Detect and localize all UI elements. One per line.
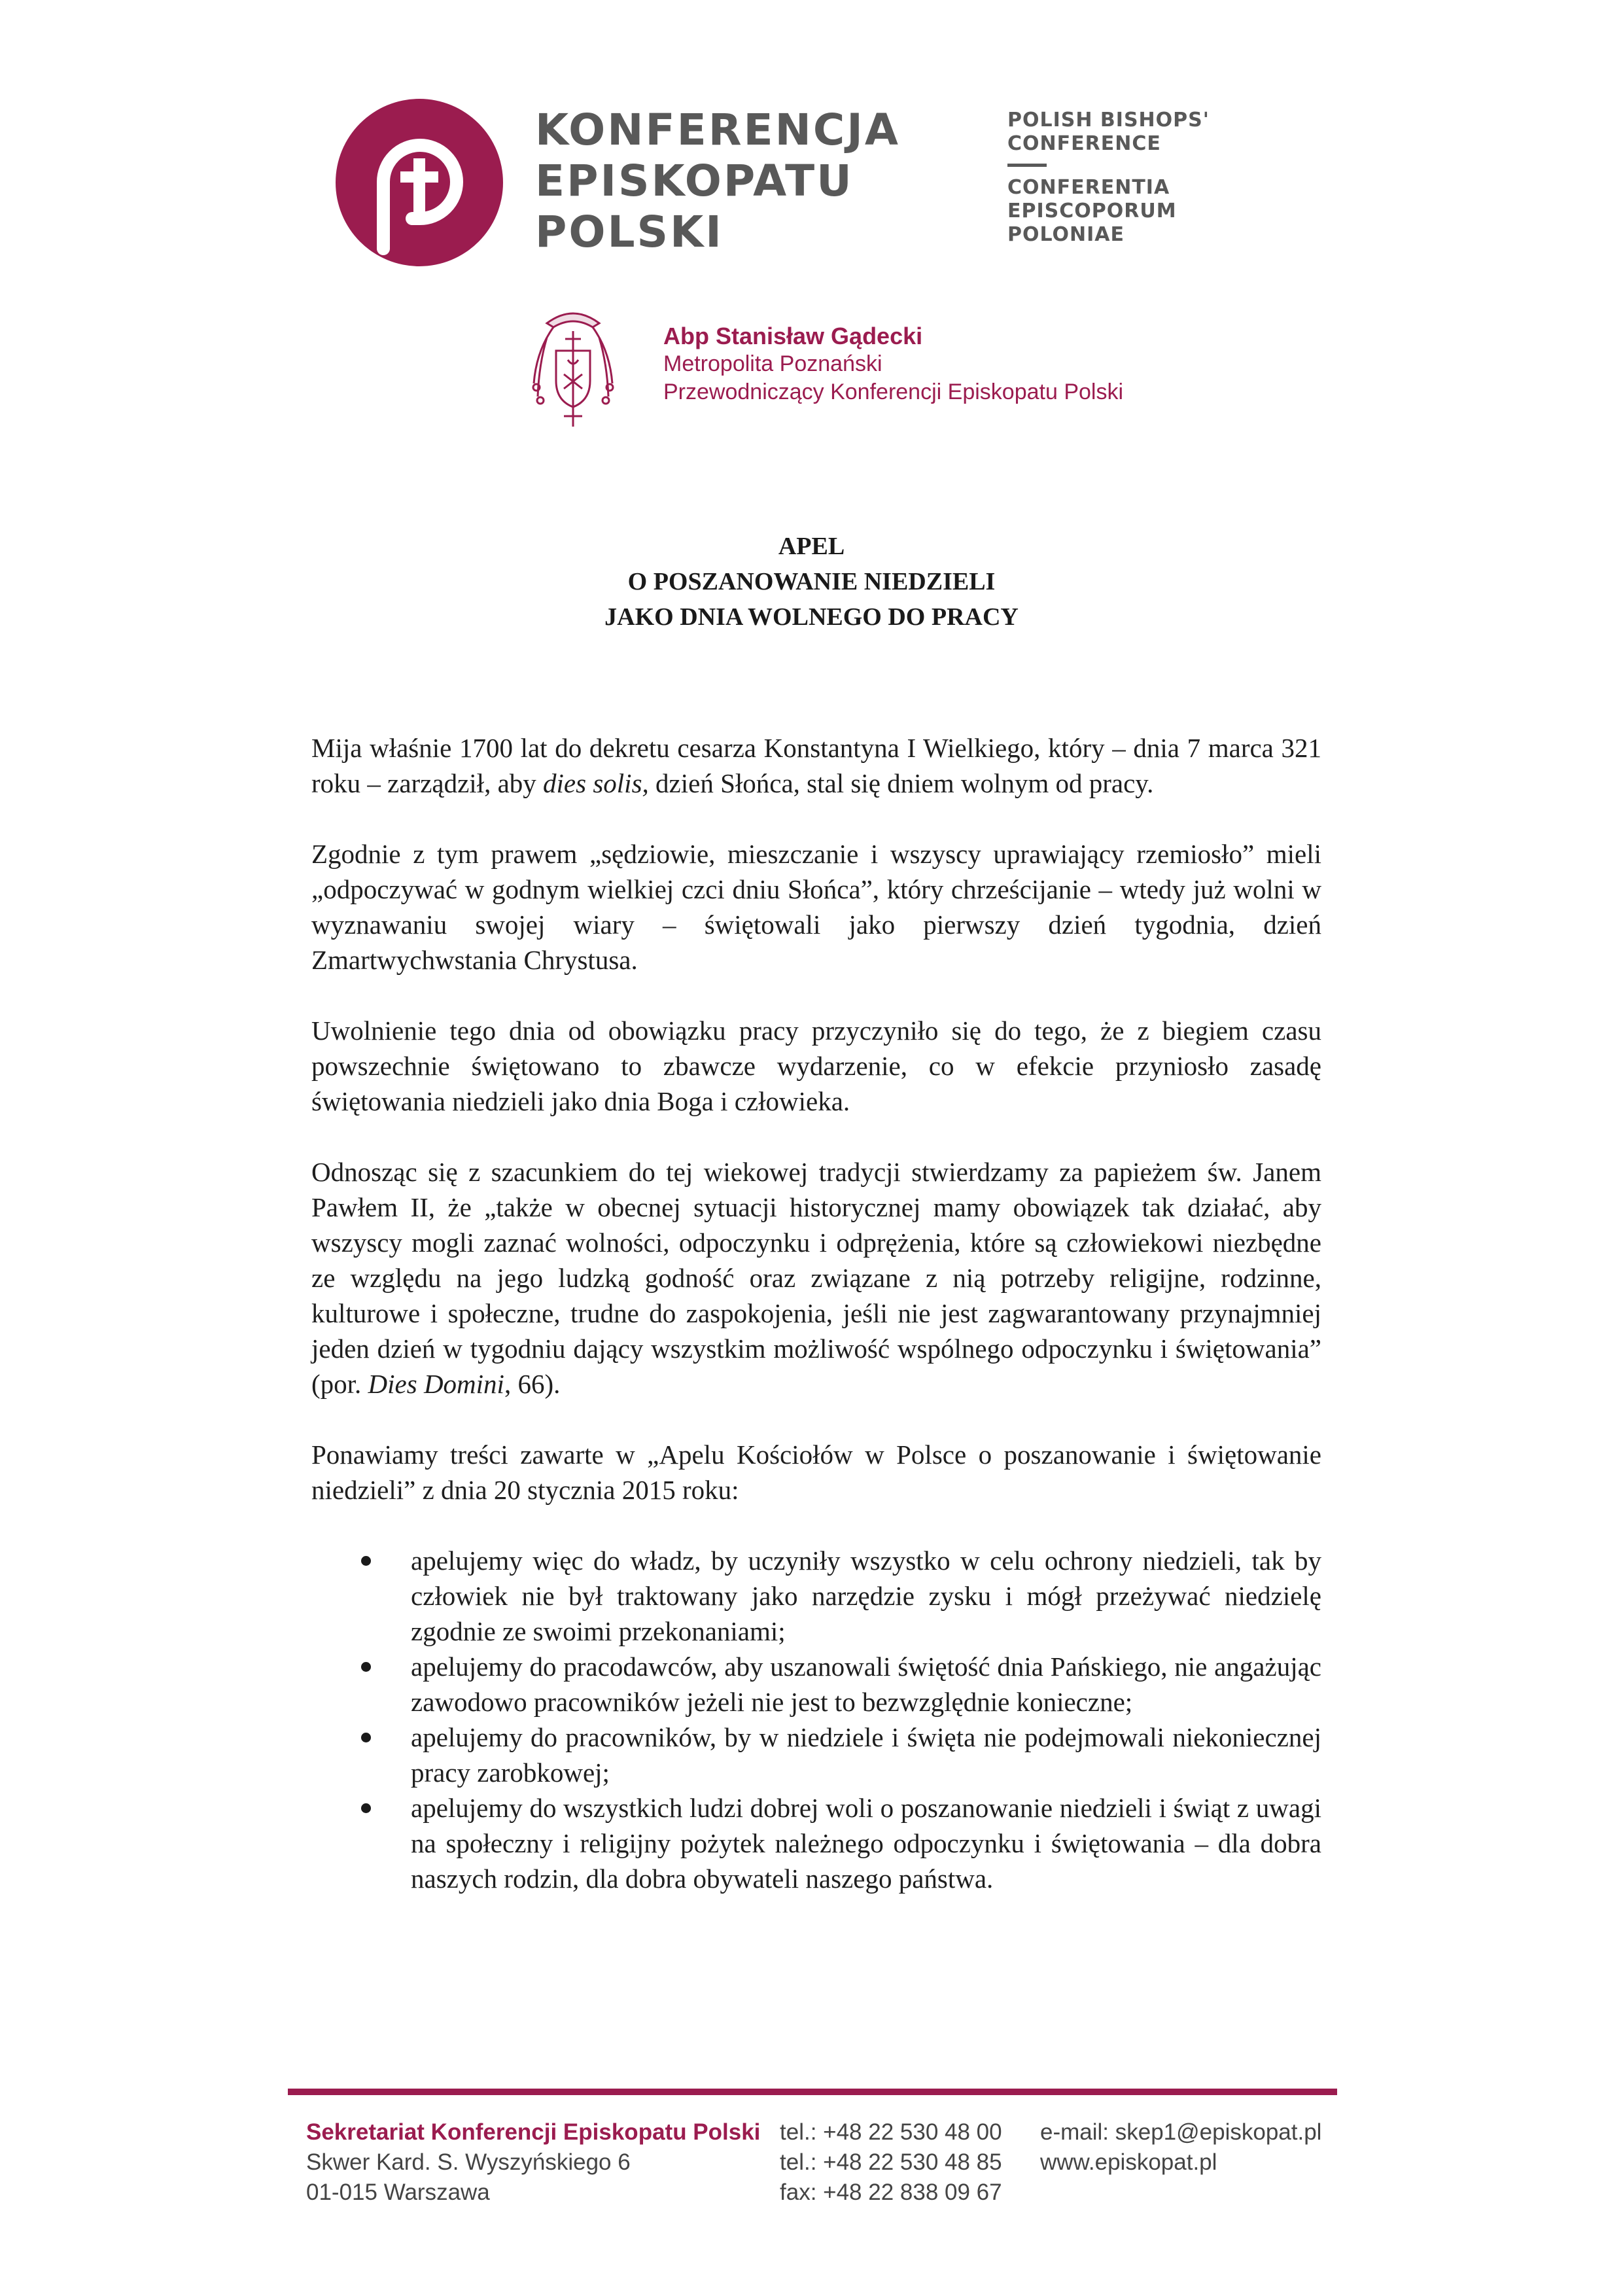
conference-emblem-icon — [335, 98, 504, 267]
footer-city: 01-015 Warszawa — [306, 2180, 490, 2205]
list-item — [311, 1790, 1321, 1896]
logo-la-line-3: POLONIAE — [1007, 223, 1125, 246]
coat-of-arms-icon — [527, 305, 619, 429]
bullet-icon — [361, 1556, 371, 1566]
footer-website[interactable]: www.episkopat.pl — [1040, 2149, 1217, 2175]
document-body — [311, 730, 1321, 1896]
footer-phones — [780, 2117, 1002, 2208]
footer-divider — [288, 2089, 1337, 2095]
paragraph-4 — [311, 1154, 1321, 1402]
paragraph-4-emphasis: Dies Domini — [368, 1369, 504, 1399]
footer-address — [306, 2117, 760, 2208]
title-line-3: JAKO DNIA WOLNEGO DO PRACY — [604, 603, 1019, 631]
list-item — [311, 1720, 1321, 1790]
paragraph-1 — [311, 730, 1321, 801]
logo-line-3: POLSKI — [535, 207, 724, 257]
paragraph-4-text-b: , 66). — [504, 1369, 561, 1399]
appeal-text: apelujemy do wszystkich ludzi dobrej woli o poszanowanie niedzieli i świąt z uwagi na społeczny i religijny pożytek należnego odpoczynku i świętowania – dla dobra naszych rodzin, dla dobra obywateli naszego państwa. — [411, 1793, 1321, 1894]
footer-tel-2: tel.: +48 22 530 48 85 — [780, 2149, 1002, 2175]
logo-divider — [1007, 164, 1047, 167]
bishop-details — [663, 322, 1123, 406]
logo-line-1: KONFERENCJA — [535, 105, 900, 155]
bullet-icon — [361, 1662, 371, 1672]
bishop-letterhead — [527, 305, 1247, 429]
bishop-name: Abp Stanisław Gądecki — [663, 323, 923, 349]
logo-la-line-2: EPISCOPORUM — [1007, 200, 1177, 222]
footer-org: Sekretariat Konferencji Episkopatu Polski — [306, 2119, 761, 2145]
list-item — [311, 1649, 1321, 1720]
footer-tel-1: tel.: +48 22 530 48 00 — [780, 2119, 1002, 2145]
logo-line-2: EPISKOPATU — [535, 156, 854, 206]
footer-email[interactable]: e-mail: skep1@episkopat.pl — [1040, 2119, 1322, 2145]
paragraph-4-text-a: Odnosząc się z szacunkiem do tej wiekowej tradycji stwierdzamy za papieżem św. Janem Pawłem II, że „także w obecnej sytuacji historycznej mamy obowiązek tak działać, aby wszyscy mogli zaznać wolności, odpoczynku i odprężenia, które są człowiekowi niezbędne ze względu na jego ludzką godność oraz związane z nią potrzeby religijne, rodzinne, kulturowe i społeczne, trudne do zaspokojenia, jeśli nie jest zagwarantowany przynajmniej jeden dzień w tygodniu dający wszystkim możliwość wspólnego odpoczynku i świętowania” (por. — [311, 1157, 1321, 1399]
title-line-2: O POSZANOWANIE NIEDZIELI — [627, 568, 996, 595]
paragraph-1-emphasis: dies solis, — [543, 768, 649, 798]
logo-la-line-1: CONFERENTIA — [1007, 176, 1170, 199]
paragraph-5: Ponawiamy treści zawarte w „Apelu Kościołów w Polsce o poszanowanie i świętowanie niedzieli” z dnia 20 stycznia 2015 roku: — [311, 1439, 1321, 1505]
paragraph-1-text-a: Mija właśnie 1700 lat do dekretu cesarza Konstantyna I Wielkiego, który – dnia 7 marca 321 roku – zarządził, aby — [311, 733, 1321, 798]
appeal-text: apelujemy do pracowników, by w niedziele i święta nie podejmowali niekoniecznej pracy zarobkowej; — [411, 1722, 1321, 1788]
logo-en-line-1: POLISH BISHOPS' — [1007, 109, 1210, 132]
footer-contact — [1040, 2117, 1321, 2178]
logo-translations — [1007, 109, 1243, 247]
bullet-icon — [361, 1733, 371, 1742]
appeal-text: apelujemy do pracodawców, aby uszanowali świętość dnia Pańskiego, nie angażując zawodowo pracowników jeżeli nie jest to bezwzględnie konieczne; — [411, 1651, 1321, 1717]
conference-logo — [335, 98, 1238, 268]
footer-fax: fax: +48 22 838 09 67 — [780, 2180, 1002, 2205]
logo-en-line-2: CONFERENCE — [1007, 132, 1161, 155]
appeals-list — [311, 1543, 1321, 1896]
bishop-role-metropolitan: Metropolita Poznański — [663, 351, 882, 376]
paragraph-2: Zgodnie z tym prawem „sędziowie, mieszczanie i wszyscy uprawiający rzemiosło” mieli „odpoczywać w godnym wielkiej czci dniu Słońca”, który chrześcijanie – wtedy już wolni w wyznawaniu swojej wiary – świętowali jako pierwszy dzień tygodnia, dzień Zmartwychwstania Chrystusa. — [311, 839, 1321, 975]
document-title — [0, 529, 1623, 635]
paragraph-3: Uwolnienie tego dnia od obowiązku pracy przyczyniło się do tego, że z biegiem czasu powszechnie świętowano to zbawcze wydarzenie, co w efekcie przyniosło zasadę świętowania niedzieli jako dnia Boga i człowieka. — [311, 1016, 1321, 1116]
title-line-1: APEL — [778, 533, 845, 560]
appeal-text: apelujemy więc do władz, by uczyniły wszystko w celu ochrony niedzieli, tak by człowiek nie był traktowany jako narzędzie zysku i mógł przeżywać niedzielę zgodnie ze swoimi przekonaniami; — [411, 1545, 1321, 1646]
footer-street: Skwer Kard. S. Wyszyńskiego 6 — [306, 2149, 631, 2175]
list-item — [311, 1543, 1321, 1649]
bishop-role-chairman: Przewodniczący Konferencji Episkopatu Polski — [663, 380, 1124, 404]
logo-wordmark — [535, 105, 993, 258]
bullet-icon — [361, 1803, 371, 1813]
paragraph-1-text-b: dzień Słońca, stal się dniem wolnym od pracy. — [648, 768, 1154, 798]
